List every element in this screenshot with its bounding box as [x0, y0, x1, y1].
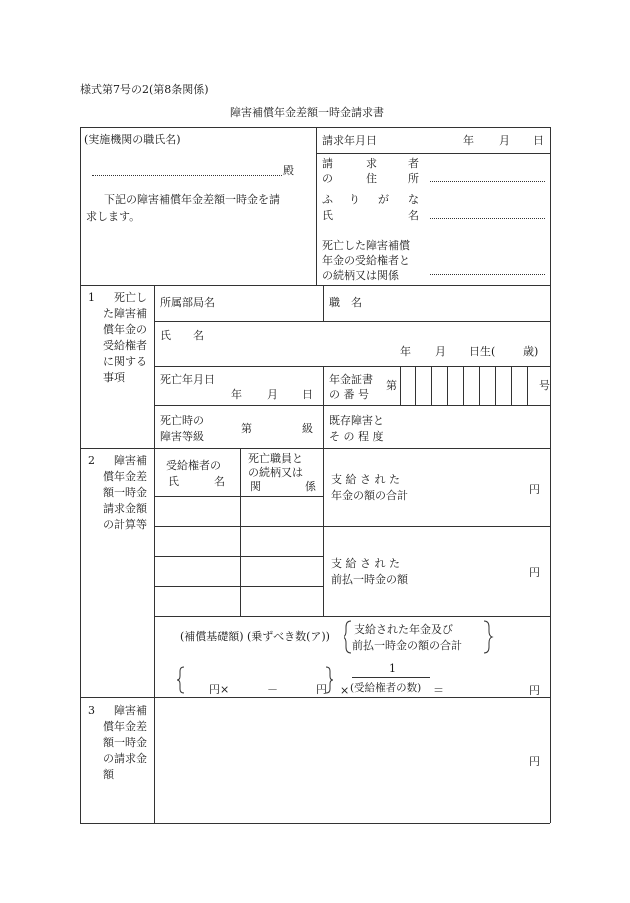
paid-lump-line2: 前払一時金の額 [331, 573, 408, 586]
paid-pension-line2: 年金の額の合計 [331, 489, 408, 502]
birth-month: 月 [435, 345, 446, 358]
grade-dai: 第 [241, 422, 252, 435]
section2-number: 2 [88, 454, 95, 467]
formula-yen: 円 [316, 683, 327, 696]
cert-go: 号 [539, 379, 550, 392]
date-month: 月 [499, 134, 510, 147]
date-day: 日 [533, 134, 544, 147]
section2-label: 額一時金 [103, 486, 147, 499]
death-date-label: 死亡年月日 [160, 373, 215, 386]
formula-minus: － [267, 683, 278, 696]
section3-label: の請求金 [103, 752, 147, 765]
death-day: 日 [302, 388, 313, 401]
formula-denominator: (受給権者の数) [350, 682, 422, 694]
date-year: 年 [463, 134, 474, 147]
cert-dai: 第 [386, 379, 397, 392]
section3-label: 償年金差 [103, 720, 147, 733]
death-month: 月 [267, 388, 278, 401]
formula-yen-times: 円× [209, 683, 230, 696]
paid-pension-line1: 支 給 さ れ た [331, 473, 400, 486]
formula-brace-line2: 前払一時金の額の合計 [352, 639, 462, 652]
col-header-relation: 死亡職員と [248, 452, 303, 465]
birth-year: 年 [400, 345, 411, 358]
section3-number: 3 [88, 704, 95, 717]
formula-base: (補償基礎額) [180, 630, 244, 643]
claimant-char: 所 [408, 172, 419, 185]
claimant-char: 求 [366, 157, 377, 170]
furigana-char: り [349, 193, 360, 206]
request-text-line2: 求します。 [86, 210, 141, 223]
name-char: 名 [408, 209, 419, 222]
section1-label: 死亡し [114, 291, 147, 304]
formula-numerator: 1 [389, 662, 396, 675]
section3-label: 額 [103, 768, 114, 781]
col-header-claimant: 名 [214, 475, 225, 488]
claimant-char: 者 [408, 157, 419, 170]
existing-label-line1: 既存障害と [329, 414, 384, 427]
agency-label: (実施機関の職氏名) [84, 133, 181, 146]
formula-fraction-bar [352, 677, 430, 678]
post-label: 職 名 [329, 296, 362, 309]
relation-line1: 死亡した障害補償 [322, 239, 410, 252]
formula-curly-icon [176, 665, 336, 695]
existing-label-line2: そ の 程 度 [329, 430, 384, 443]
section1-label: 受給権者 [103, 339, 147, 352]
relation-line2: 年金の受給権者と [322, 254, 410, 267]
section2-label: 請求金額 [103, 502, 147, 515]
dono-label: 殿 [283, 164, 294, 177]
section1-number: 1 [88, 291, 95, 304]
dept-label: 所属部局名 [160, 296, 215, 309]
cert-label-line1: 年金証書 [329, 373, 373, 386]
formula-equals: ＝ [433, 684, 444, 697]
section2-label: 償年金差 [103, 470, 147, 483]
furigana-char: ふ [322, 193, 333, 206]
grade-label-line1: 死亡時の [160, 414, 204, 427]
formula-multiplier: (乗ずべき数(ア)) [247, 630, 330, 643]
age-label: 歳) [523, 345, 539, 358]
cert-label-line2: の 番 号 [329, 388, 369, 401]
death-year: 年 [231, 388, 242, 401]
birth-day: 日生( [469, 345, 496, 358]
date-label: 請求年月日 [322, 134, 377, 147]
paid-pension-yen: 円 [529, 483, 540, 496]
name-char: 氏 [322, 209, 333, 222]
section3-label: 障害補 [114, 704, 147, 717]
form-title: 障害補償年金差額一時金請求書 [230, 106, 384, 119]
paid-lump-yen: 円 [529, 566, 540, 579]
furigana-char: が [378, 193, 389, 206]
relation-line3: の続柄又は関係 [322, 269, 399, 282]
form-number: 様式第7号の2(第8条関係) [80, 83, 209, 96]
grade-kyu: 級 [302, 422, 313, 435]
section3-yen: 円 [529, 755, 540, 768]
claimant-char: 住 [366, 172, 377, 185]
paid-lump-line1: 支 給 さ れ た [331, 557, 400, 570]
col-header-relation: の続柄又は [248, 466, 303, 479]
name-label: 氏 名 [160, 329, 204, 342]
col-header-relation: 係 [305, 480, 316, 493]
formula-result-yen: 円 [529, 684, 540, 697]
section1-label: に関する [103, 355, 147, 368]
claimant-char: 請 [322, 157, 333, 170]
section1-label: た障害補 [103, 307, 147, 320]
section2-label: の計算等 [103, 518, 147, 531]
formula-brace-line1: 支給された年金及び [354, 623, 453, 636]
claimant-char: の [322, 172, 333, 185]
section3-label: 額一時金 [103, 736, 147, 749]
col-header-claimant: 受給権者の [166, 459, 221, 472]
section2-label: 障害補 [114, 454, 147, 467]
formula-times: × [340, 684, 350, 697]
col-header-claimant: 氏 [168, 475, 179, 488]
grade-label-line2: 障害等級 [160, 430, 204, 443]
section1-label: 償年金の [103, 323, 147, 336]
col-header-relation: 関 [250, 480, 261, 493]
section1-label: 事項 [103, 371, 125, 384]
furigana-char: な [408, 193, 419, 206]
request-text-line1: 下記の障害補償年金差額一時金を請 [104, 193, 280, 206]
